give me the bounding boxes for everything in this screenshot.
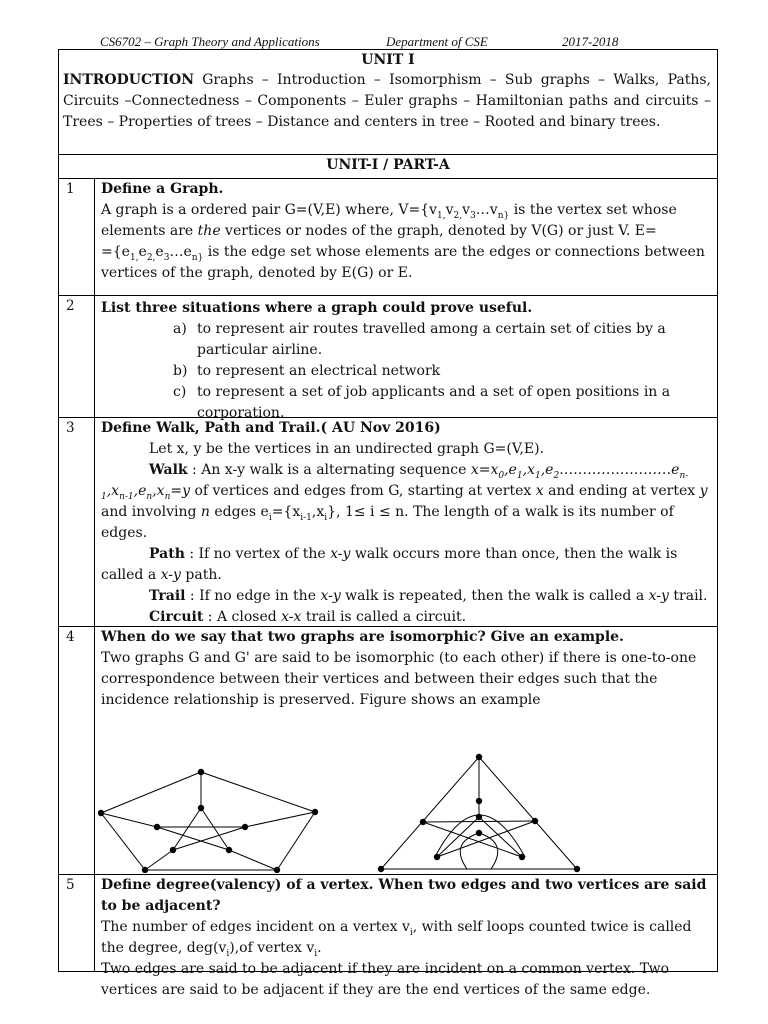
header-department: Department of CSE (386, 34, 488, 49)
question-row-3 (59, 418, 717, 627)
question-row-1 (59, 179, 717, 296)
question-row-4 (59, 627, 717, 875)
answer-cell (101, 627, 711, 711)
trail-definition: Trail : If no edge in the x-y walk is repeated, then the walk is called a x-y trail. (149, 588, 708, 604)
header-year: 2017-2018 (562, 34, 619, 49)
circuit-definition: Circuit : A closed x-x trail is called a circuit. (149, 609, 467, 625)
answer-cell (101, 418, 711, 628)
walk-definition: Walk : An x-y walk is a alternating sequence $x=x_0,e_1,x_1,e_2\dots\dots\dots\dots\dots\dots\dots\dots e_{n-1},x_{n-1},e_n,x_n=y$ of vertices and edges from G, starting at vertex x and ending at vertex y and involving n edges $e_i=\{x_{i-1},x_i\}$, 1≤ i ≤ n. The length of a walk is its number of edges. (101, 462, 708, 541)
isomorphic-graph-figure-left (95, 765, 375, 873)
question-number: 3 (66, 420, 75, 436)
question-title: Define degree(valency) of a vertex. When two edges and two vertices are said to be adjacent? (101, 877, 707, 914)
part-title-row (59, 155, 717, 179)
list-item: c) to represent a set of job applicants and a set of open positions in a corporation. (173, 384, 671, 421)
question-title: When do we say that two graphs are isomorphic? Give an example. (101, 629, 624, 645)
question-row-2 (59, 296, 717, 421)
list-item: b) to represent an electrical network (173, 363, 441, 379)
header-course: CS6702 – Graph Theory and Applications (100, 34, 320, 49)
question-title: Define a Graph. (101, 181, 224, 197)
intro-label: INTRODUCTION (63, 72, 195, 88)
degree-definition: The number of edges incident on a vertex $v_i$, with self loops counted twice is called the degree, $deg(v_i),of$ vertex $v_i$. (101, 919, 692, 959)
question-number: 2 (66, 298, 75, 314)
intro-text: Graphs – Introduction – Isomorphism – Sub graphs – Walks, Paths, Circuits –Connectedness – Components – Euler graphs – Hamiltonian paths and circuits – Trees – Properties of trees – Distance and centers in tree – Rooted and binary trees. (63, 72, 711, 130)
answer-cell (101, 875, 711, 1001)
question-title: Define Walk, Path and Trail.( AU Nov 2016) (101, 420, 441, 436)
question-row-5 (59, 875, 717, 998)
number-cell (59, 418, 95, 626)
part-title: UNIT-I / PART-A (326, 157, 450, 173)
question-number: 4 (66, 629, 75, 645)
question-number: 1 (66, 181, 75, 197)
question-table (58, 49, 718, 998)
answer-cell (101, 179, 711, 284)
question-title: List three situations where a graph could prove useful. (101, 300, 533, 316)
adjacency-definition: Two edges are said to be adjacent if they are incident on a common vertex. Two vertices are said to be adjacent if they are the end vertices of the same edge. (101, 961, 670, 998)
number-cell (59, 296, 95, 417)
path-definition: Path : If no vertex of the x-y walk occurs more than once, then the walk is called a x-y path. (101, 546, 678, 583)
unit-syllabus (63, 70, 711, 133)
number-cell (59, 627, 95, 874)
isomorphic-graph-figure-right (377, 753, 677, 873)
number-cell (59, 179, 95, 295)
number-cell (59, 875, 95, 972)
unit-title: UNIT I (361, 52, 415, 68)
unit-overview (59, 50, 717, 155)
answer-text: Two graphs G and G' are said to be isomorphic (to each other) if there is one-to-one correspondence between their vertices and between their edges such that the incidence relationship is preserved. Figure shows an example (101, 650, 697, 708)
answer-text: A graph is a ordered pair G=(V,E) where, $V=\{v_{1,}v_{2,}v_3\dots v_{n\}}$ is the vertex set whose elements are the vertices or nodes of the graph, denoted by V(G) or just V. E= $=\{e_{1,}e_{2,}e_3\dots e_{n\}}$ is the edge set whose elements are the edges or connections between vertices of the graph, denoted by E(G) or E. (101, 202, 705, 281)
walk-intro: Let x, y be the vertices in an undirected graph G=(V,E). (149, 441, 545, 457)
answer-cell (101, 298, 711, 424)
list-item: a) to represent air routes travelled among a certain set of cities by a particular airline. (173, 321, 666, 358)
question-number: 5 (66, 877, 75, 893)
